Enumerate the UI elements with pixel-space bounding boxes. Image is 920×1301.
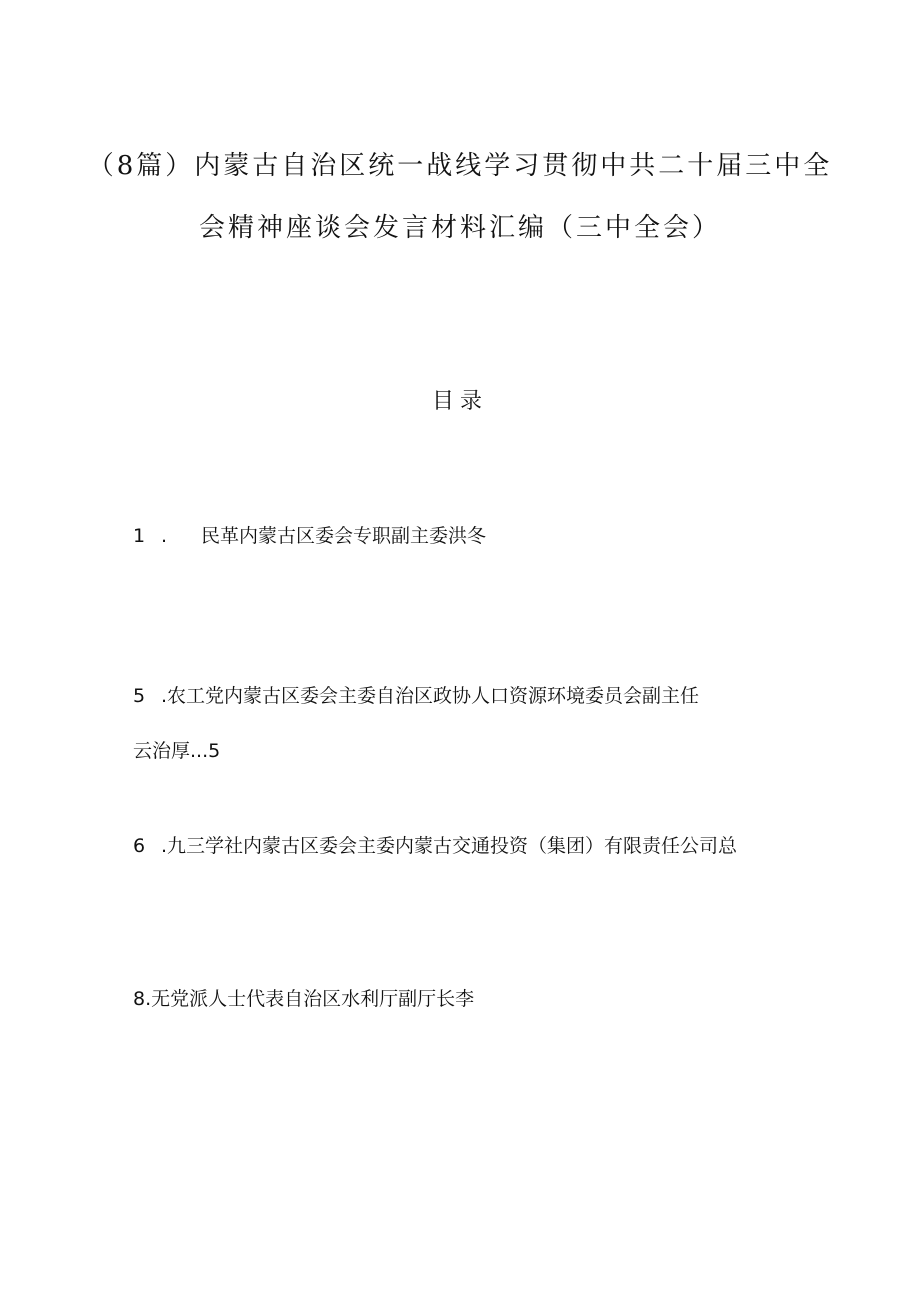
toc-heading: 目录 bbox=[431, 389, 488, 414]
toc-entry-number: 5 bbox=[133, 685, 146, 707]
toc-entry-4 bbox=[133, 986, 474, 1012]
toc-entry-1 bbox=[133, 523, 486, 549]
toc-entry-text: .九三学社内蒙古区委会主委内蒙古交通投资（集团）有限责任公司总 bbox=[161, 835, 738, 857]
toc-entry-2 bbox=[133, 683, 699, 709]
toc-entry-text: 8.无党派人士代表自治区水利厅副厅长李 bbox=[133, 988, 475, 1010]
toc-entry-number: 1 bbox=[133, 525, 146, 547]
toc-entry-3 bbox=[133, 833, 737, 859]
toc-entry-dot: . bbox=[161, 525, 168, 547]
toc-entry-text: .农工党内蒙古区委会主委自治区政协人口资源环境委员会副主任 bbox=[161, 685, 700, 707]
toc-entry-text: 民革内蒙古区委会专职副主委洪冬 bbox=[201, 525, 487, 547]
document-title-line-1: （8篇）内蒙古自治区统一战线学习贯彻中共二十届三中全 bbox=[87, 151, 833, 181]
toc-entry-number: 6 bbox=[133, 835, 146, 857]
document-title-line-2: 会精神座谈会发言材料汇编（三中全会） bbox=[198, 213, 721, 243]
toc-entry-2-continuation: 云治厚...5 bbox=[133, 740, 221, 762]
